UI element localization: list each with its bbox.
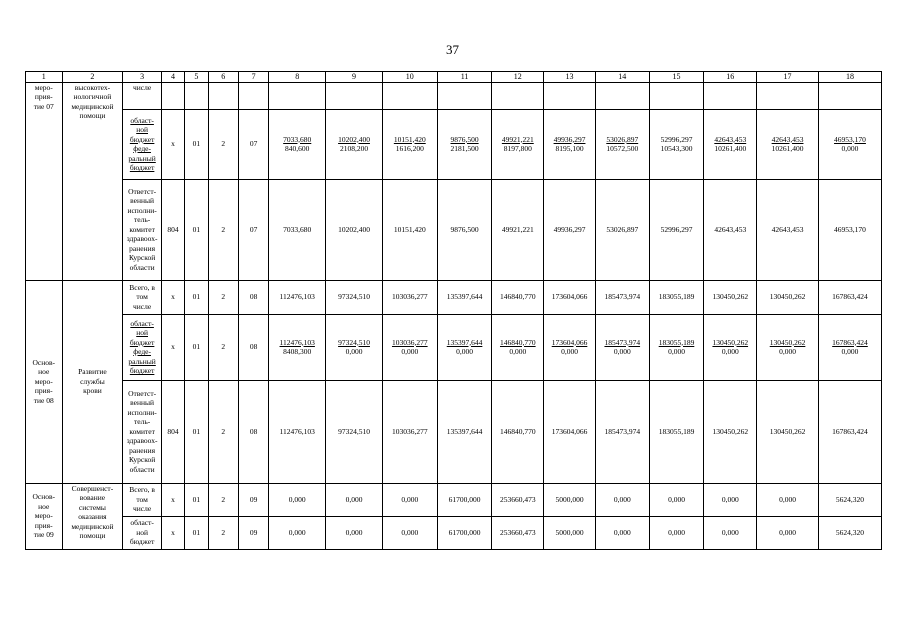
value-cell: 103036,277: [382, 280, 437, 314]
value-cell: [326, 314, 383, 380]
value-top: 173604,066: [551, 337, 588, 347]
value-cell: 0,000: [269, 516, 326, 549]
table-row: [26, 82, 882, 109]
value-bottom: 0,000: [779, 347, 796, 356]
value-cell: 0,000: [649, 483, 704, 516]
table-row: [26, 314, 882, 380]
table-cell: 07: [238, 109, 268, 179]
table-cell: [238, 82, 268, 109]
header-cell: 16: [704, 72, 757, 83]
value-top: 7033,680: [283, 134, 312, 144]
activity-name-cell: меро- прия- тие 07: [26, 82, 63, 280]
value-cell: 52996,297: [649, 179, 704, 280]
header-cell: 18: [818, 72, 881, 83]
table-cell: [269, 82, 326, 109]
value-cell: [492, 314, 544, 380]
value-top: 53026,897: [606, 134, 639, 144]
activity-description-cell: Развитие службы крови: [62, 280, 123, 483]
table-cell: [382, 82, 437, 109]
value-cell: 7033,680: [269, 179, 326, 280]
table-cell: 2: [208, 483, 238, 516]
value-top: 42643,453: [714, 134, 747, 144]
value-cell: 10151,420: [382, 179, 437, 280]
header-cell: 12: [492, 72, 544, 83]
value-top: 10202,400: [338, 134, 370, 144]
table-cell: 01: [185, 483, 208, 516]
table-row: [26, 280, 882, 314]
header-cell: 7: [238, 72, 268, 83]
value-bottom: 10543,300: [660, 144, 693, 153]
value-top: 49921,221: [501, 134, 534, 144]
value-bottom: 8408,300: [283, 347, 312, 356]
value-bottom: 8195,100: [555, 144, 584, 153]
table-cell: [757, 82, 819, 109]
table-cell: 08: [238, 314, 268, 380]
header-cell: 3: [123, 72, 162, 83]
table-cell: x: [161, 314, 184, 380]
value-cell: 61700,000: [437, 516, 492, 549]
table-cell: x: [161, 483, 184, 516]
table-row: [26, 179, 882, 280]
value-cell: 0,000: [704, 516, 757, 549]
value-cell: 183055,189: [649, 380, 704, 483]
funding-source-cell: област- ной бюджет феде- ральный бюджет: [123, 109, 162, 179]
funding-source-cell: Ответст- венный исполни- тель- комитет здравоох- ранения Курской области: [123, 179, 162, 280]
table-cell: 08: [238, 280, 268, 314]
table-cell: [649, 82, 704, 109]
value-cell: 135397,644: [437, 280, 492, 314]
value-top: 9876,500: [450, 134, 479, 144]
value-top: 52996,297: [660, 134, 693, 144]
value-cell: [544, 109, 596, 179]
value-cell: 167863,424: [818, 380, 881, 483]
value-bottom: 8197,800: [503, 144, 532, 153]
value-cell: 130450,262: [757, 380, 819, 483]
value-bottom: 0,000: [613, 347, 631, 356]
table-cell: 01: [185, 109, 208, 179]
value-cell: 173604,066: [544, 380, 596, 483]
table-cell: 01: [185, 280, 208, 314]
value-cell: 173604,066: [544, 280, 596, 314]
value-cell: [382, 109, 437, 179]
value-bottom: 2108,200: [339, 144, 369, 153]
value-bottom: 0,000: [841, 144, 859, 153]
value-bottom: 0,000: [721, 347, 739, 356]
table-cell: [595, 82, 649, 109]
value-cell: 5624,320: [818, 516, 881, 549]
value-top: 130450,262: [769, 337, 806, 347]
page-number: 37: [446, 42, 459, 57]
header-cell: 8: [269, 72, 326, 83]
value-top: 42643,453: [771, 134, 804, 144]
value-bottom: 0,000: [345, 347, 363, 356]
table-cell: 01: [185, 179, 208, 280]
value-cell: [595, 109, 649, 179]
value-cell: 112476,103: [269, 280, 326, 314]
value-cell: 0,000: [382, 483, 437, 516]
header-cell: 17: [757, 72, 819, 83]
header-cell: 1: [26, 72, 63, 83]
table-row: [26, 109, 882, 179]
value-cell: 10202,400: [326, 179, 383, 280]
value-bottom: 10261,400: [771, 144, 804, 153]
table-cell: 2: [208, 179, 238, 280]
table-cell: [492, 82, 544, 109]
value-cell: 0,000: [326, 483, 383, 516]
value-top: 185473,974: [604, 337, 641, 347]
funding-source-cell: област- ной бюджет: [123, 516, 162, 549]
table-cell: 2: [208, 109, 238, 179]
value-bottom: 840,600: [285, 144, 310, 153]
value-cell: [492, 109, 544, 179]
value-cell: 183055,189: [649, 280, 704, 314]
value-cell: 0,000: [757, 516, 819, 549]
table-cell: 2: [208, 314, 238, 380]
value-top: 49936,297: [553, 134, 586, 144]
value-cell: 135397,644: [437, 380, 492, 483]
value-cell: 0,000: [704, 483, 757, 516]
value-cell: 0,000: [326, 516, 383, 549]
value-top: 135397,644: [446, 337, 483, 347]
value-cell: [437, 314, 492, 380]
value-cell: 130450,262: [704, 280, 757, 314]
value-cell: 112476,103: [269, 380, 326, 483]
value-cell: [544, 314, 596, 380]
activity-name-cell: Основ- ное меро- прия- тие 09: [26, 483, 63, 549]
value-cell: 0,000: [595, 483, 649, 516]
table-cell: x: [161, 516, 184, 549]
table-cell: 2: [208, 516, 238, 549]
header-cell: 5: [185, 72, 208, 83]
value-bottom: 10572,500: [606, 144, 639, 153]
header-cell: 4: [161, 72, 184, 83]
table-cell: [437, 82, 492, 109]
value-bottom: 2181,500: [450, 144, 479, 153]
value-top: 103036,277: [391, 337, 428, 347]
header-cell: 6: [208, 72, 238, 83]
table-cell: 804: [161, 380, 184, 483]
table-cell: 08: [238, 380, 268, 483]
table-row: [26, 483, 882, 516]
header-row: [26, 72, 882, 83]
value-top: 167863,424: [832, 337, 868, 347]
table-cell: [326, 82, 383, 109]
value-cell: [595, 314, 649, 380]
table-cell: 804: [161, 179, 184, 280]
value-bottom: 0,000: [841, 347, 859, 356]
value-cell: 253660,473: [492, 516, 544, 549]
funding-source-cell: област- ной бюджет феде- ральный бюджет: [123, 314, 162, 380]
table-cell: [704, 82, 757, 109]
value-cell: 185473,974: [595, 280, 649, 314]
value-cell: 130450,262: [757, 280, 819, 314]
value-cell: 46953,170: [818, 179, 881, 280]
value-top: 183055,189: [658, 337, 695, 347]
budget-table: [25, 71, 882, 550]
table-row: [26, 380, 882, 483]
header-cell: 11: [437, 72, 492, 83]
value-cell: [269, 109, 326, 179]
value-cell: [382, 314, 437, 380]
value-cell: 97324,510: [326, 280, 383, 314]
value-cell: 5624,320: [818, 483, 881, 516]
value-cell: 0,000: [649, 516, 704, 549]
value-bottom: 1616,200: [395, 144, 424, 153]
header-cell: 10: [382, 72, 437, 83]
value-bottom: 0,000: [456, 347, 473, 356]
value-cell: [437, 109, 492, 179]
table-cell: 2: [208, 380, 238, 483]
value-bottom: 0,000: [668, 347, 685, 356]
value-top: 46953,170: [834, 134, 866, 144]
value-cell: [818, 314, 881, 380]
value-cell: [704, 314, 757, 380]
value-top: 10151,420: [393, 134, 426, 144]
value-cell: [649, 109, 704, 179]
table-row: [26, 516, 882, 549]
table-cell: [208, 82, 238, 109]
value-cell: 167863,424: [818, 280, 881, 314]
table-cell: 01: [185, 380, 208, 483]
header-cell: 9: [326, 72, 383, 83]
funding-source-cell: Всего, в том числе: [123, 280, 162, 314]
table-cell: 2: [208, 280, 238, 314]
value-cell: 61700,000: [437, 483, 492, 516]
funding-source-cell: числе: [123, 82, 162, 109]
header-cell: 2: [62, 72, 123, 83]
value-cell: 53026,897: [595, 179, 649, 280]
table-cell: [544, 82, 596, 109]
value-cell: 0,000: [269, 483, 326, 516]
table-cell: 09: [238, 516, 268, 549]
table-cell: 01: [185, 516, 208, 549]
activity-name-cell: Основ- ное меро- прия- тие 08: [26, 280, 63, 483]
value-cell: 185473,974: [595, 380, 649, 483]
funding-source-cell: Ответст- венный исполни- тель- комитет здравоох- ранения Курской области: [123, 380, 162, 483]
table-cell: [818, 82, 881, 109]
value-cell: [704, 109, 757, 179]
value-bottom: 0,000: [401, 347, 419, 356]
value-cell: 49921,221: [492, 179, 544, 280]
value-cell: 130450,262: [704, 380, 757, 483]
value-top: 130450,262: [712, 337, 749, 347]
table-cell: 09: [238, 483, 268, 516]
value-cell: [818, 109, 881, 179]
value-cell: 146840,770: [492, 380, 544, 483]
value-cell: [757, 314, 819, 380]
value-bottom: 10261,400: [714, 144, 747, 153]
funding-source-cell: Всего, в том числе: [123, 483, 162, 516]
value-cell: 5000,000: [544, 483, 596, 516]
value-cell: 42643,453: [704, 179, 757, 280]
value-cell: 0,000: [382, 516, 437, 549]
value-cell: 97324,510: [326, 380, 383, 483]
value-cell: 253660,473: [492, 483, 544, 516]
value-top: 97324,510: [338, 337, 370, 347]
value-cell: [326, 109, 383, 179]
value-cell: 0,000: [595, 516, 649, 549]
table-cell: [185, 82, 208, 109]
activity-description-cell: высокотех- нологичной медицинской помощи: [62, 82, 123, 280]
value-bottom: 0,000: [509, 347, 527, 356]
activity-description-cell: Совершенст- вование системы оказания медицинской помощи: [62, 483, 123, 549]
value-cell: 146840,770: [492, 280, 544, 314]
table-cell: 01: [185, 314, 208, 380]
table-cell: 07: [238, 179, 268, 280]
value-cell: 42643,453: [757, 179, 819, 280]
value-top: 112476,103: [279, 337, 315, 347]
header-cell: 13: [544, 72, 596, 83]
header-cell: 15: [649, 72, 704, 83]
value-cell: 0,000: [757, 483, 819, 516]
value-cell: 5000,000: [544, 516, 596, 549]
value-cell: 9876,500: [437, 179, 492, 280]
value-cell: [649, 314, 704, 380]
table-cell: [161, 82, 184, 109]
table-cell: x: [161, 280, 184, 314]
value-bottom: 0,000: [561, 347, 578, 356]
value-cell: [757, 109, 819, 179]
header-cell: 14: [595, 72, 649, 83]
value-cell: 49936,297: [544, 179, 596, 280]
value-top: 146840,770: [499, 337, 536, 347]
table-cell: x: [161, 109, 184, 179]
value-cell: 103036,277: [382, 380, 437, 483]
value-cell: [269, 314, 326, 380]
